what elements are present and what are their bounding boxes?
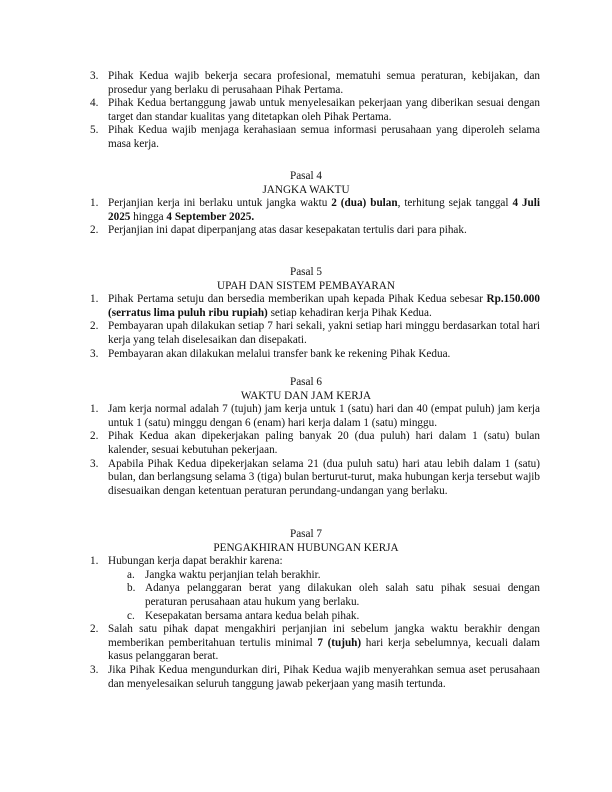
list-item-number: 2. [90,430,99,443]
list-item-text: Pembayaran akan dilakukan melalui transfer bank ke rekening Pihak Kedua. [108,347,451,360]
list-item-number: 4. [90,97,99,110]
sub-list-item [0,582,612,609]
list-item [0,293,612,320]
list-item-number: 3. [90,663,99,676]
list-item [0,70,612,97]
list-item-text: Pihak Pertama setuju dan bersedia memberikan upah kepada Pihak Kedua sebesar Rp.150.000 (serratus lima puluh ribu rupiah) setiap kehadiran kerja Pihak Kedua. [108,293,540,319]
list-item-text: Perjanjian kerja ini berlaku untuk jangka waktu 2 (dua) bulan, terhitung sejak tanggal 4 Juli 2025 hingga 4 September 2025. [108,197,540,223]
pasal-number: Pasal 5 [289,266,322,278]
pasal-title: JANGKA WAKTU [262,183,350,196]
list-item [0,124,612,151]
list-item-number: 2. [90,623,99,636]
pasal-4-section [0,170,612,238]
list-item [0,97,612,124]
list-item-text: Pihak Kedua wajib bekerja secara profesional, mematuhi semua peraturan, kebijakan, dan prosedur yang berlaku di perusahaan Pihak Pertama. [108,70,540,96]
list-item-number: 3. [90,347,99,360]
list-item-number: 1. [90,403,99,416]
sub-list-item [0,569,612,583]
list-item [0,197,612,224]
list-item [0,555,612,569]
list-item [0,403,612,430]
list-item [0,430,612,457]
pasal-5-section [0,266,612,361]
sub-list-item-letter: b. [127,582,136,595]
pasal-number: Pasal 4 [289,170,322,182]
list-item-number: 2. [90,320,99,333]
list-item-text: Pihak Kedua akan dipekerjakan paling banyak 20 (dua puluh) hari dalam 1 (satu) bulan kalender, sesuai kebutuhan pekerjaan. [108,430,540,456]
list-item [0,320,612,347]
previous-pasal-continuation [0,70,612,152]
list-item-text: Apabila Pihak Kedua dipekerjakan selama 21 (dua puluh satu) hari atau lebih dalam 1 (satu) bulan, dan berlangsung selama 3 (tiga) bulan berturut-turut, maka hubungan kerja tersebut wajib disesuaikan dengan ketentuan peraturan perundang-undangan yang berlaku. [108,457,540,497]
list-item-text: Pembayaran upah dilakukan setiap 7 hari sekali, yakni setiap hari minggu berdasarkan total hari kerja yang telah diselesaikan dan disepakati. [108,320,540,346]
list-item-text: Perjanjian ini dapat diperpanjang atas dasar kesepakatan tertulis dari para pihak. [108,224,467,237]
list-item-text: Hubungan kerja dapat berakhir karena: [108,555,283,568]
list-item [0,348,612,362]
list-item [0,623,612,664]
list-item-number: 1. [90,555,99,568]
pasal-6-section [0,376,612,498]
list-item-text: Jika Pihak Kedua mengundurkan diri, Pihak Kedua wajib menyerahkan semua aset perusahaan dan menyelesaikan seluruh tanggung jawab pekerjaan yang masih tertunda. [108,663,540,690]
sub-list-item-text: Adanya pelanggaran berat yang dilakukan oleh salah satu pihak sesuai dengan peraturan perusahaan atau hukum yang berlaku. [145,582,540,608]
list-item-number: 2. [90,224,99,237]
pasal-title: UPAH DAN SISTEM PEMBAYARAN [217,279,395,292]
list-item [0,458,612,499]
sub-list-item-letter: a. [127,568,135,581]
sub-list-item-letter: c. [127,609,135,622]
list-item-text: Jam kerja normal adalah 7 (tujuh) jam kerja untuk 1 (satu) hari dan 40 (empat puluh) jam kerja untuk 1 (satu) minggu dengan 6 (enam) hari kerja dalam 1 (satu) minggu. [108,403,540,429]
pasal-title: WAKTU DAN JAM KERJA [240,389,372,402]
list-item-number: 1. [90,293,99,306]
list-item-number: 3. [90,457,99,470]
list-item-text: Salah satu pihak dapat mengakhiri perjanjian ini sebelum jangka waktu berakhir dengan memberikan pemberitahuan tertulis minimal 7 (tujuh) hari kerja sebelumnya, kecuali dalam kasus pelanggaran berat. [108,623,540,663]
sub-list-item-text: Kesepakatan bersama antara kedua belah pihak. [145,609,360,622]
sub-list-item-text: Jangka waktu perjanjian telah berakhir. [145,568,321,581]
list-item-number: 5. [90,124,99,137]
list-item [0,224,612,238]
list-item-number: 1. [90,197,99,210]
pasal-title: PENGAKHIRAN HUBUNGAN KERJA [213,541,399,554]
sub-list-item [0,610,612,624]
list-item [0,664,612,691]
list-item-text: Pihak Kedua bertanggung jawab untuk menyelesaikan pekerjaan yang diberikan sesuai dengan target dan standar kualitas yang ditetapkan oleh Pihak Pertama. [108,97,540,123]
pasal-7-section [0,528,612,691]
list-item-number: 3. [90,70,99,82]
pasal-number: Pasal 7 [289,528,322,540]
pasal-number: Pasal 6 [289,376,322,388]
list-item-text: Pihak Kedua wajib menjaga kerahasiaan semua informasi perusahaan yang diperoleh selama masa kerja. [108,124,540,150]
